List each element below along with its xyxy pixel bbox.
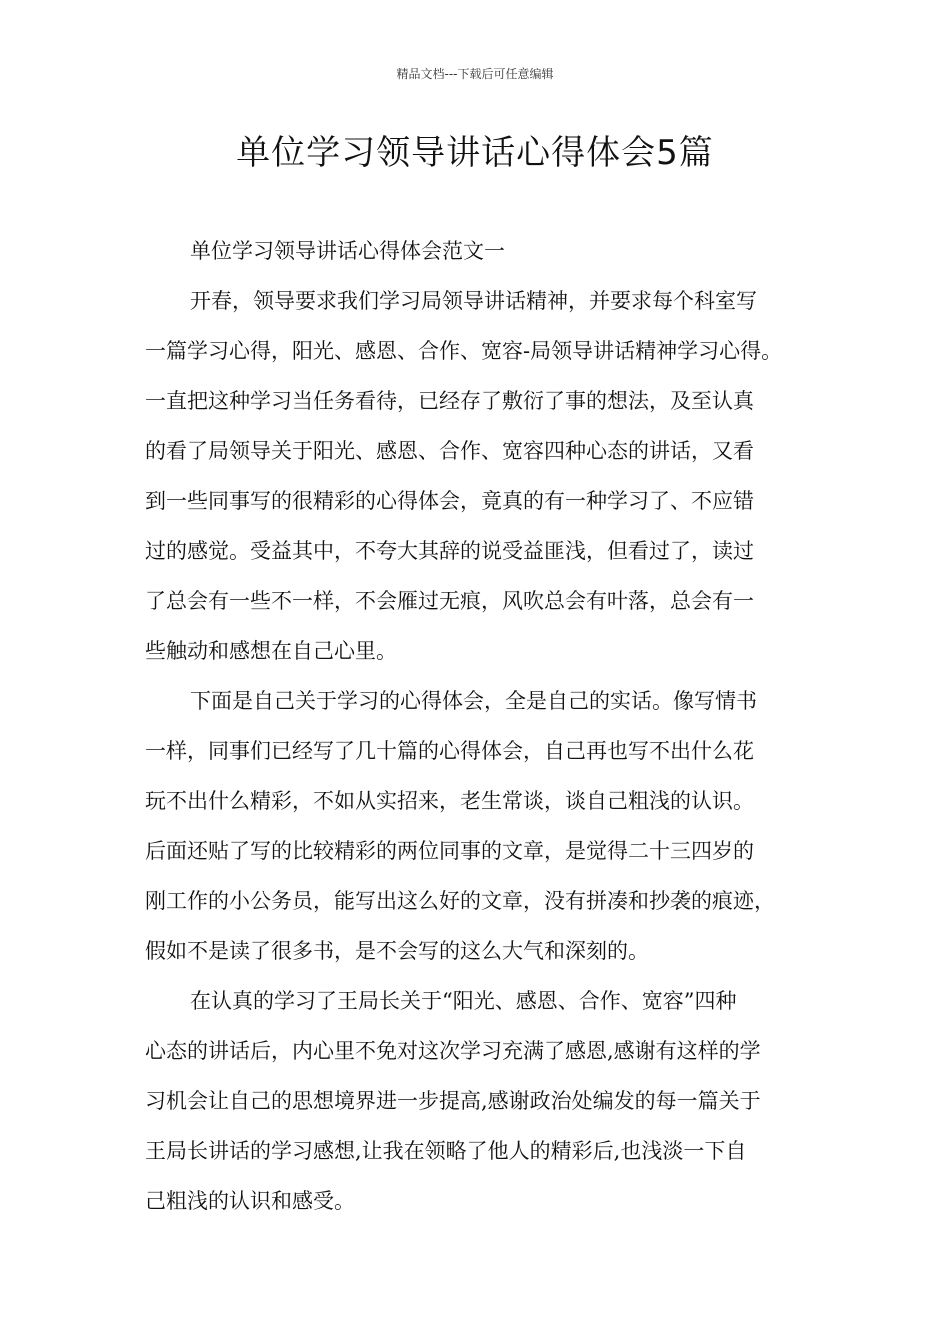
text-line: 的看了局领导关于阳光、感恩、合作、宽容四种心态的讲话，又看 bbox=[145, 439, 754, 463]
text-line: 心态的讲话后，内心里不免对这次学习充满了感恩,感谢有这样的学 bbox=[145, 1039, 761, 1063]
text-line: 些触动和感想在自己心里。 bbox=[145, 639, 397, 663]
text-line: 到一些同事写的很精彩的心得体会，竟真的有一种学习了、不应错 bbox=[145, 489, 754, 513]
text-line: 假如不是读了很多书，是不会写的这么大气和深刻的。 bbox=[145, 939, 649, 963]
document-title: 单位学习领导讲话心得体会5篇 bbox=[236, 133, 714, 173]
text-line: 开春，领导要求我们学习局领导讲话精神，并要求每个科室写 bbox=[190, 289, 757, 313]
text-line: 刚工作的小公务员，能写出这么好的文章，没有拼凑和抄袭的痕迹， bbox=[145, 889, 775, 913]
paragraph bbox=[145, 976, 825, 1226]
text-line: 一篇学习心得，阳光、感恩、合作、宽容-局领导讲话精神学习心得。 bbox=[145, 339, 783, 363]
paragraph bbox=[145, 676, 825, 976]
text-line: 了总会有一些不一样，不会雁过无痕，风吹总会有叶落，总会有一 bbox=[145, 589, 754, 613]
paragraph bbox=[145, 276, 825, 676]
text-line: 下面是自己关于学习的心得体会，全是自己的实话。像写情书 bbox=[190, 689, 757, 713]
header-note: 精品文档---下载后可任意编辑 bbox=[396, 67, 554, 81]
text-line: 过的感觉。受益其中，不夸大其辞的说受益匪浅，但看过了，读过 bbox=[145, 539, 754, 563]
text-line: 习机会让自己的思想境界进一步提高,感谢政治处编发的每一篇关于 bbox=[145, 1089, 761, 1113]
text-line: 后面还贴了写的比较精彩的两位同事的文章，是觉得二十三四岁的 bbox=[145, 839, 754, 863]
text-line: 一直把这种学习当任务看待，已经存了敷衍了事的想法，及至认真 bbox=[145, 389, 754, 413]
text-line: 一样，同事们已经写了几十篇的心得体会，自己再也写不出什么花 bbox=[145, 739, 754, 763]
text-line: 在认真的学习了王局长关于“阳光、感恩、合作、宽容”四种 bbox=[190, 989, 737, 1013]
text-line: 己粗浅的认识和感受。 bbox=[145, 1189, 355, 1213]
section-heading: 单位学习领导讲话心得体会范文一 bbox=[190, 239, 505, 263]
text-line: 玩不出什么精彩，不如从实招来，老生常谈，谈自己粗浅的认识。 bbox=[145, 789, 754, 813]
text-line: 王局长讲话的学习感想,让我在领略了他人的精彩后,也浅淡一下自 bbox=[145, 1139, 747, 1163]
